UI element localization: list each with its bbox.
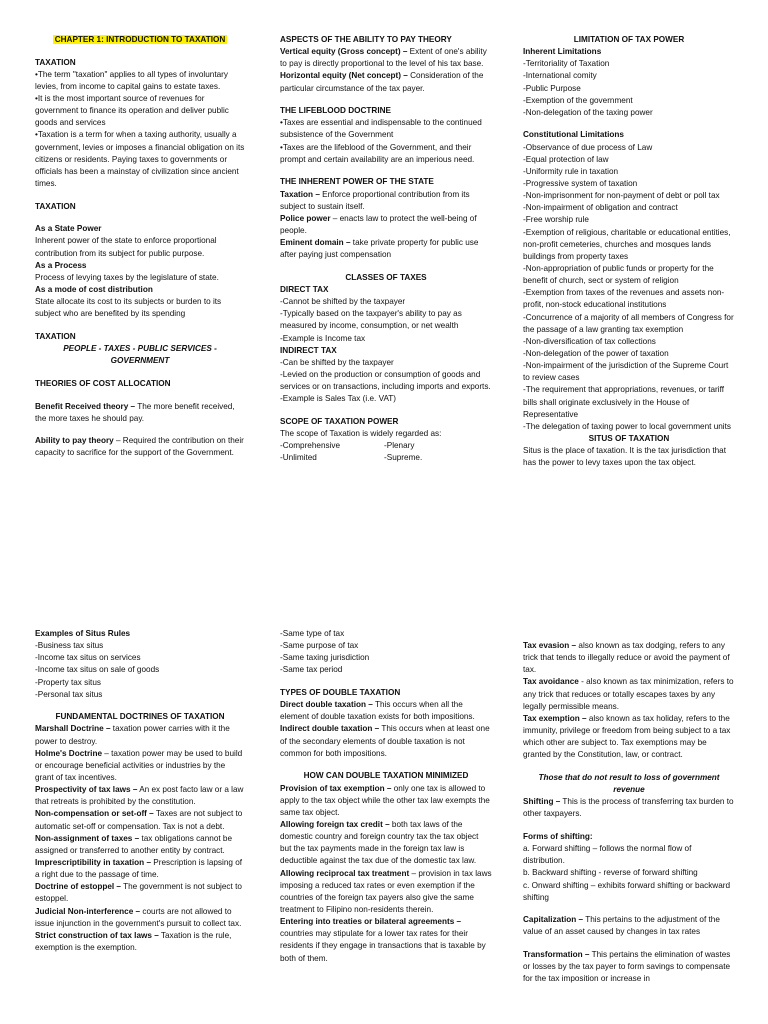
list-item: -Exemption of the government bbox=[523, 95, 633, 105]
list-item: -Exemption from taxes of the revenues and assets non-profit, non-stock educational institutions bbox=[523, 288, 725, 310]
paragraph: •The term "taxation" applies to all types of involuntary levies, from income to capital gains to estate taxes. bbox=[35, 69, 228, 91]
definition: Imprescriptibility in taxation – Prescription is lapsing of a right due to the passage of time. bbox=[35, 858, 243, 880]
list-item: -Can be shifted by the taxpayer bbox=[280, 357, 394, 367]
list-item: -Non-appropriation of public funds or property for the benefit of church, sect or system of religion bbox=[523, 264, 714, 286]
column-3-bottom bbox=[523, 640, 735, 986]
subheading: Inherent Limitations bbox=[523, 47, 602, 57]
list-item: a. Forward shifting – follows the normal flow of distribution. bbox=[523, 844, 692, 866]
definition: Marshall Doctrine – taxation power carries with it the power to destroy. bbox=[35, 724, 230, 746]
definition: Ability to pay theory – Required the contribution on their capacity to sacrifice for the support of the Government. bbox=[35, 436, 244, 458]
list-item: -Example is Sales Tax (i.e. VAT) bbox=[280, 394, 397, 404]
paragraph: Process of levying taxes by the legislature of state. bbox=[35, 272, 219, 282]
list-item: -Non-delegation of the taxing power bbox=[523, 107, 653, 117]
section-heading: HOW CAN DOUBLE TAXATION MINIMIZED bbox=[303, 771, 469, 781]
column-1-top bbox=[35, 34, 245, 460]
definition: Horizontal equity (Net concept) – Consideration of the particular circumstance of the tax payer. bbox=[280, 71, 484, 93]
list-item: -The delegation of taxing power to local government units bbox=[523, 421, 731, 431]
subheading: As a State Power bbox=[35, 224, 102, 234]
definition: Entering into treaties or bilateral agreements – countries may stipulate for a lower tax rates for their residents if they engage in transactions that is taxable by both of them. bbox=[280, 917, 486, 963]
subheading: DIRECT TAX bbox=[280, 285, 329, 295]
section-heading: TYPES OF DOUBLE TAXATION bbox=[280, 688, 401, 698]
definition: Vertical equity (Gross concept) – Extent of one's ability to pay is directly proportional to the level of his tax base. bbox=[280, 47, 487, 69]
definition: Police power – enacts law to protect the well-being of people. bbox=[280, 213, 477, 235]
motto: PEOPLE - TAXES - PUBLIC SERVICES - GOVERNMENT bbox=[63, 344, 217, 366]
definition: Tax avoidance - also known as tax minimization, refers to any trick that reduces or totally escapes taxes by any legally permissible means. bbox=[523, 677, 734, 711]
definition: Indirect double taxation – This occurs when at least one of the secondary elements of double taxation is not common for both impositions. bbox=[280, 724, 490, 758]
definition: Holme's Doctrine – taxation power may be used to build or encourage beneficial activities or industries by the grant of tax incentives. bbox=[35, 748, 243, 783]
list-item: -Unlimited bbox=[280, 453, 317, 463]
section-heading: SITUS OF TAXATION bbox=[588, 434, 670, 443]
subheading: As a mode of cost distribution bbox=[35, 285, 153, 295]
list-item: -Income tax situs on services bbox=[35, 653, 141, 663]
column-3-top bbox=[523, 34, 735, 469]
list-item: -Concurrence of a majority of all members of Congress for the passage of a law granting tax exemption bbox=[523, 312, 734, 334]
definition: Non-compensation or set-off – Taxes are not subject to automatic set-off or compensation. Tax is not a debt. bbox=[35, 809, 243, 831]
paragraph: State allocate its cost to its subjects or burden to its subject who are benefited by its spending bbox=[35, 297, 222, 319]
paragraph: •Taxes are essential and indispensable to the continued subsistence of the Government bbox=[280, 118, 482, 140]
list-item: -Non-impairment of the jurisdiction of the Supreme Court to review cases bbox=[523, 361, 729, 383]
list-item: -Uniformity rule in taxation bbox=[523, 166, 619, 176]
list-item: -Levied on the production or consumption of goods and services or on transactions, including imports and exports. bbox=[280, 370, 491, 392]
list-item: -Same taxing jurisdiction bbox=[280, 653, 370, 663]
list-item: b. Backward shifting - reverse of forward shifting bbox=[523, 868, 698, 878]
list-item: -Non-impairment of obligation and contract bbox=[523, 203, 678, 213]
paragraph: •Taxes are the lifeblood of the Government, and their prompt and certain availability are an imperious need. bbox=[280, 142, 475, 164]
subheading: Examples of Situs Rules bbox=[35, 629, 131, 638]
scope-row bbox=[280, 440, 492, 452]
list-item: -Supreme. bbox=[384, 453, 423, 463]
section-heading: SCOPE OF TAXATION POWER bbox=[280, 416, 399, 426]
list-item: -Example is Income tax bbox=[280, 333, 366, 343]
definition: Tax exemption – also known as tax holiday, refers to the immunity, privilege or freedom from being subject to a tax which other are subject to. Tax exemptions may be granted by the Constitution, law, or contract. bbox=[523, 713, 731, 760]
list-item: -Public Purpose bbox=[523, 83, 581, 93]
list-item: -Progressive system of taxation bbox=[523, 179, 638, 189]
section-heading: THE LIFEBLOOD DOCTRINE bbox=[280, 106, 391, 116]
definition: Shifting – This is the process of transferring tax burden to other taxpayers. bbox=[523, 797, 734, 819]
subheading: INDIRECT TAX bbox=[280, 345, 337, 355]
section-heading: THE INHERENT POWER OF THE STATE bbox=[280, 177, 434, 187]
list-item: c. Onward shifting – exhibits forward shifting or backward shifting bbox=[523, 880, 731, 902]
definition: Doctrine of estoppel – The government is not subject to estoppel. bbox=[35, 882, 242, 904]
column-1-bottom bbox=[35, 628, 245, 954]
definition: Taxation – Enforce proportional contribution from its subject to sustain itself. bbox=[280, 189, 470, 211]
list-item: -Property tax situs bbox=[35, 677, 101, 687]
list-item: -Territoriality of Taxation bbox=[523, 59, 610, 69]
definition: Capitalization – This pertains to the adjustment of the value of an asset caused by changes in tax rates bbox=[523, 915, 720, 937]
definition: Prospectivity of tax laws – An ex post facto law or a law that retreats is prohibited by the constitution. bbox=[35, 785, 244, 807]
column-2-bottom bbox=[280, 628, 492, 965]
list-item: -Business tax situs bbox=[35, 641, 104, 651]
list-item: -Equal protection of law bbox=[523, 154, 609, 164]
section-heading: TAXATION bbox=[35, 331, 76, 341]
list-item: -Personal tax situs bbox=[35, 689, 103, 699]
definition: Provision of tax exemption – only one tax is allowed to apply to the tax object while the other tax law exempts the same tax object. bbox=[280, 783, 490, 817]
section-heading: TAXATION bbox=[35, 201, 76, 211]
list-item: -Income tax situs on sale of goods bbox=[35, 665, 160, 675]
list-item: -Free worship rule bbox=[523, 215, 589, 225]
list-item: -Non-imprisonment for non-payment of debt or poll tax bbox=[523, 191, 720, 201]
definition: Judicial Non-interference – courts are not allowed to issue injunction in the government's pursuit to collect tax. bbox=[35, 906, 242, 928]
subheading: Forms of shifting: bbox=[523, 831, 593, 841]
list-item: -Non-delegation of the power of taxation bbox=[523, 349, 669, 359]
paragraph: Situs is the place of taxation. It is the tax jurisdiction that has the power to levy taxes upon the tax object. bbox=[523, 446, 726, 468]
definition: Benefit Received theory – The more benefit received, the more taxes he should pay. bbox=[35, 401, 235, 423]
list-item: -Same tax period bbox=[280, 665, 343, 675]
paragraph: •It is the most important source of revenues for government to finance its operation and deliver public goods and services bbox=[35, 94, 229, 128]
chapter-title: CHAPTER 1: INTRODUCTION TO TAXATION bbox=[54, 35, 226, 44]
definition: Allowing foreign tax credit – both tax laws of the domestic country and foreign country tax the tax object but the tax payments made in the foreign tax law is deductible against the tax due of the domestic tax law. bbox=[280, 819, 479, 866]
section-heading: LIMITATION OF TAX POWER bbox=[573, 35, 685, 44]
list-item: -Plenary bbox=[384, 441, 415, 451]
definition: Direct double taxation – This occurs when all the element of double taxation exists for both impositions. bbox=[280, 700, 475, 722]
list-item: -Exemption of religious, charitable or educational entities, non-profit cemeteries, churches and mosques lands buildings from property taxes bbox=[523, 227, 731, 261]
definition: Non-assignment of taxes – tax obligations cannot be assigned or transferred to another entity by contract. bbox=[35, 833, 233, 855]
section-heading: Those that do not result to loss of government revenue bbox=[538, 772, 720, 795]
list-item: -Observance of due process of Law bbox=[523, 142, 653, 152]
list-item: -Cannot be shifted by the taxpayer bbox=[280, 297, 406, 307]
definition: Transformation – This pertains the elimination of wastes or losses by the tax payer to form savings to compensate for the tax imposition or increase in bbox=[523, 950, 731, 984]
subheading: As a Process bbox=[35, 260, 87, 270]
section-heading: TAXATION bbox=[35, 57, 76, 67]
definition: Tax evasion – also known as tax dodging, refers to any trick that tends to illegally reduce or avoid the payment of tax. bbox=[523, 641, 730, 675]
list-item: -Same type of tax bbox=[280, 629, 345, 638]
list-item: -Typically based on the taxpayer's ability to pay as measured by income, consumption, or net wealth bbox=[280, 309, 462, 331]
paragraph: •Taxation is a term for when a taxing authority, usually a government, levies or imposes a financial obligation on its citizens or residents. Paying taxes to governments or officials has been a mainstay of civilization since ancient times. bbox=[35, 130, 245, 189]
section-heading: THEORIES OF COST ALLOCATION bbox=[35, 378, 171, 388]
list-item: -The requirement that appropriations, revenues, or tariff bills shall originate exclusively in the House of Representative bbox=[523, 385, 725, 419]
definition: Eminent domain – take private property for public use after paying just compensation bbox=[280, 238, 479, 260]
list-item: -Same purpose of tax bbox=[280, 641, 359, 651]
list-item: -Non-diversification of tax collections bbox=[523, 336, 656, 346]
section-heading: ASPECTS OF THE ABILITY TO PAY THEORY bbox=[280, 35, 452, 44]
definition: Allowing reciprocal tax treatment – provision in tax laws imposing a reduced tax rates or even exemption if the countries of the foreign tax payers also give the same treatment to Filipino non-residents therein. bbox=[280, 868, 492, 914]
list-item: -International comity bbox=[523, 71, 597, 81]
list-item: -Comprehensive bbox=[280, 441, 341, 451]
definition: Strict construction of tax laws – Taxation is the rule, exemption is the exemption. bbox=[35, 930, 232, 953]
paragraph: Inherent power of the state to enforce proportional contribution from its subject for public purpose. bbox=[35, 236, 217, 258]
section-heading: CLASSES OF TAXES bbox=[345, 272, 427, 282]
scope-row bbox=[280, 452, 492, 464]
paragraph: The scope of Taxation is widely regarded as: bbox=[280, 429, 442, 439]
section-heading: FUNDAMENTAL DOCTRINES OF TAXATION bbox=[55, 712, 225, 722]
column-2-top bbox=[280, 34, 492, 465]
subheading: Constitutional Limitations bbox=[523, 130, 624, 140]
